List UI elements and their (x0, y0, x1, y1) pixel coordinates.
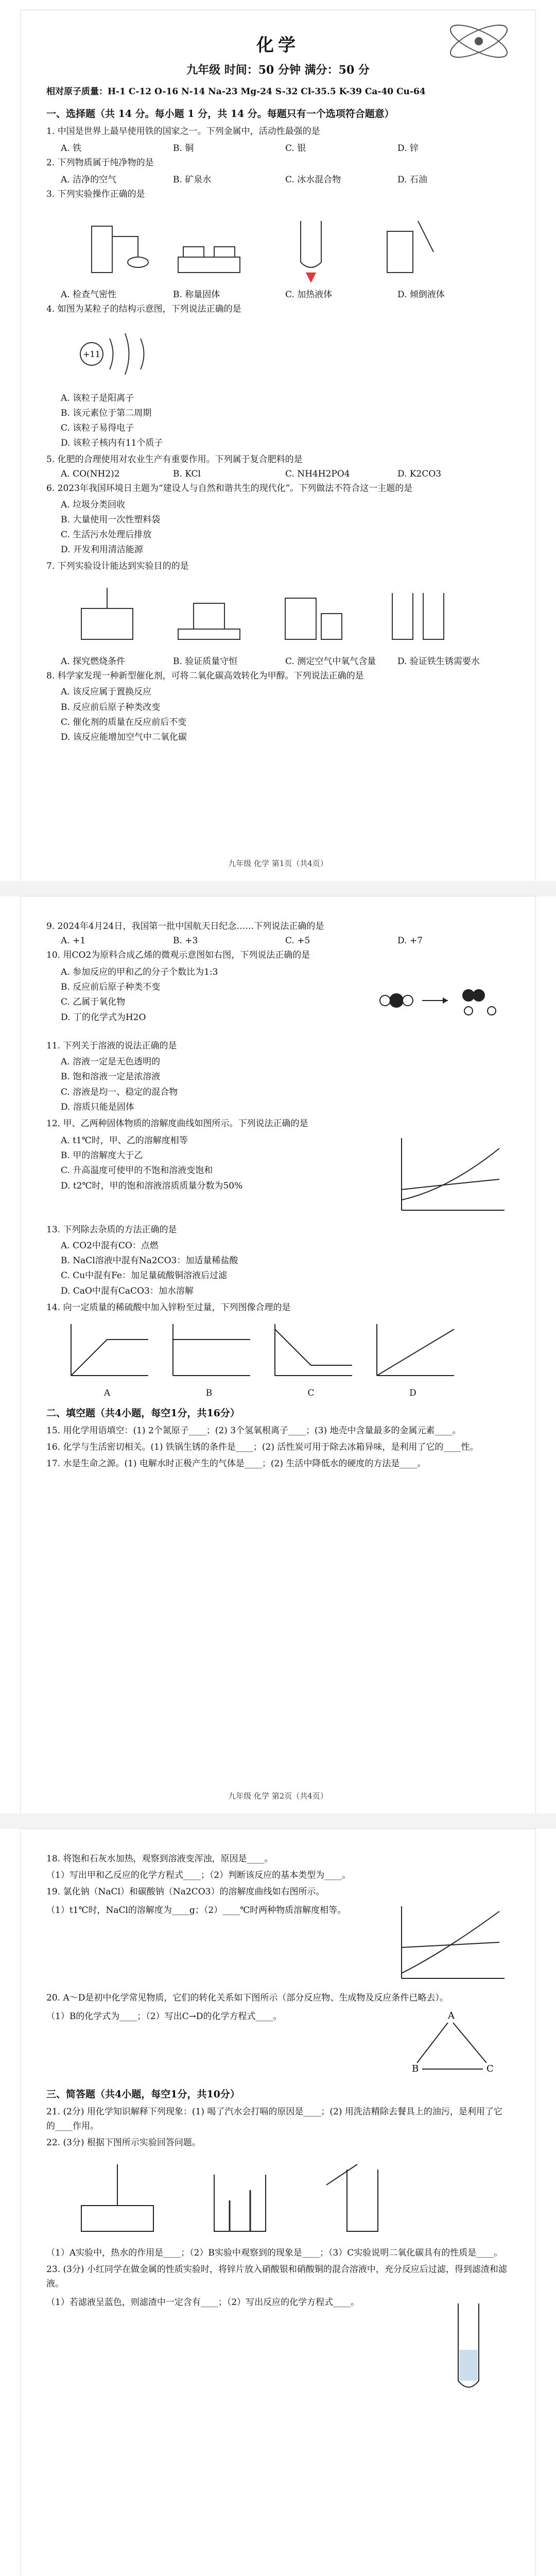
atom-structure-diagram (61, 320, 164, 387)
solubility-curve-figure (386, 1133, 510, 1221)
option: B. 反应前后原子种类不变 (61, 982, 161, 993)
option: C. 银 (285, 143, 306, 154)
options-3 (61, 287, 510, 300)
question-7: 7. 下列实验设计能达到实验目的的是 (46, 561, 189, 572)
option: B. 反应前后原子种类改变 (61, 702, 161, 713)
option: D. 开发利用清洁能源 (61, 545, 143, 555)
apparatus-figure (265, 206, 357, 283)
question-9: 9. 2024年4月24日，我国第一批中国航天日纪念……下列说法正确的是 (46, 921, 324, 931)
page-gap (0, 1814, 556, 1829)
option: C. NH4H2PO4 (285, 469, 350, 480)
question-6: 6. 2023年我国环境日主题为“建设人与自然和谐共生的现代化”。下列做法不符合这一主题的是 (46, 483, 413, 494)
option: B. 大量使用一次性塑料袋 (61, 514, 161, 525)
svg-text:B: B (412, 2063, 419, 2075)
question-22: 22. (3分) 根据下图所示实验回答问题。 (46, 2138, 201, 2148)
option: A. 铁 (61, 143, 82, 154)
svg-text:A: A (448, 2010, 455, 2022)
graph-option (265, 1319, 357, 1398)
option: D. 该粒子核内有11个质子 (61, 438, 163, 449)
option: D. +7 (397, 936, 423, 946)
option: D. 该反应能增加空气中二氧化碳 (61, 732, 187, 742)
exam-subtitle: 九年级 时间：50 分钟 满分：50 分 (186, 63, 370, 77)
option: C (307, 1387, 315, 1398)
question-5: 5. 化肥的合理使用对农业生产有重要作用。下列属于复合肥料的是 (46, 454, 303, 465)
option: B. NaCl溶液中混有Na2CO3：加适量稀盐酸 (61, 1256, 238, 1266)
option: D. t2℃时，甲的饱和溶液溶质质量分数为50% (61, 1180, 243, 1191)
option: A. 洁净的空气 (61, 174, 117, 185)
question-11: 11. 下列关于溶液的说法正确的是 (46, 1041, 177, 1052)
option: A. 该粒子是阳离子 (61, 393, 134, 403)
question-2: 2. 下列物质属于纯净物的是 (46, 157, 154, 168)
svg-text:+11: +11 (83, 349, 100, 359)
page-footer: 九年级 化学 第2页（共4页） (228, 1791, 328, 1801)
option: D (409, 1387, 416, 1398)
question-3: 3. 下列实验操作正确的是 (46, 189, 145, 199)
option: A. 参加反应的甲和乙的分子个数比为1:3 (61, 967, 218, 978)
question-23: 23. (3分) 小红同学在做金属的性质实验时，将锌片放入硝酸银和硝酸铜的混合溶液中，充分反应后过滤，得到滤渣和滤液。 (46, 2264, 507, 2290)
apparatus-figure (163, 578, 255, 650)
atom-diagram-row (61, 320, 510, 387)
atomic-masses: 相对原子质量：H-1 C-12 O-16 N-14 Na-23 Mg-24 S-32 Cl-35.5 K-39 Ca-40 Cu-64 (46, 87, 426, 97)
ribbon-decoration (443, 15, 515, 69)
graph-option (163, 1319, 255, 1398)
option: A. t1℃时，甲、乙的溶解度相等 (61, 1135, 188, 1146)
exam-title: 化学 (256, 35, 300, 56)
options-7 (61, 654, 510, 667)
question-20-parts: （1）B的化学式为____；（2）写出C→D的化学方程式____。 (46, 2011, 282, 2022)
option: D. 丁的化学式为H2O (61, 1012, 146, 1023)
option: A. 溶液一定是无色透明的 (61, 1057, 161, 1067)
question-4: 4. 如图为某粒子的结构示意图，下列说法正确的是 (46, 303, 241, 314)
option: B. 验证质量守恒 (173, 656, 238, 667)
apparatus-figure (367, 578, 459, 650)
exam-page-3 (21, 1829, 535, 2576)
apparatus-figure (61, 206, 153, 283)
question-8: 8. 科学家发现一种新型催化剂，可将二氧化碳高效转化为甲醇。下列说法正确的是 (46, 671, 364, 682)
question-22-parts: （1）A实验中，热水的作用是____；（2）B实验中观察到的现象是____；（3）C实验说明二氧化碳具有的性质是____。 (46, 2248, 503, 2259)
solubility-curve-figure (386, 1901, 510, 1989)
option: D. 石油 (397, 174, 427, 185)
option: C. 升高温度可使甲的不饱和溶液变饱和 (61, 1165, 213, 1176)
option: D. CaO中混有CaCO3：加水溶解 (61, 1285, 194, 1296)
graph-option (367, 1319, 459, 1398)
option: A. 垃圾分类回收 (61, 499, 126, 510)
question-21: 21. (2分) 用化学知识解释下列现象：(1) 喝了汽水会打嗝的原因是____；(2) 用洗洁精除去餐具上的油污，是利用了它的____作用。 (46, 2107, 502, 2132)
question-12: 12. 甲、乙两种固体物质的溶解度曲线如图所示。下列说法正确的是 (46, 1118, 308, 1129)
option: B. 称量固体 (173, 289, 220, 300)
section-heading: 二、填空题（共4小题，每空1分，共16分） (46, 1407, 240, 1419)
option: D. 验证铁生锈需要水 (397, 656, 480, 667)
page-footer: 九年级 化学 第1页（共4页） (228, 859, 328, 868)
option: C. 催化剂的质量在反应前后不变 (61, 717, 187, 727)
option: C. 加热液体 (285, 289, 333, 300)
lab-figures-q7 (61, 578, 510, 650)
option: B. 该元素位于第二周期 (61, 408, 152, 418)
option: D. 锌 (397, 143, 419, 154)
question-19: 19. 氯化钠（NaCl）和碳酸钠（Na2CO3）的溶解度曲线如右图所示。 (46, 1887, 325, 1897)
option: C. +5 (285, 936, 310, 946)
option: B. 饱和溶液一定是浓溶液 (61, 1072, 161, 1082)
question-17: 17. 水是生命之源。(1) 电解水时正极产生的气体是____；(2) 生活中降低水的硬度的方法是____。 (46, 1458, 426, 1469)
option: C. Cu中混有Fe：加足量硫酸铜溶液后过滤 (61, 1270, 228, 1281)
option: B. KCl (173, 469, 201, 480)
option: C. 测定空气中氧气含量 (285, 656, 376, 667)
question-23-parts: （1）若滤液呈蓝色，则滤渣中一定含有____；（2）写出反应的化学方程式____。 (46, 2297, 360, 2308)
option: D. 倾倒液体 (397, 289, 445, 300)
question-1: 1. 中国是世界上最早使用铁的国家之一。下列金属中，活动性最强的是 (46, 126, 320, 137)
apparatus-figure (367, 206, 459, 283)
svg-text:C: C (486, 2063, 494, 2075)
lab-figures-q22 (61, 2154, 510, 2242)
option: C. 冰水混合物 (285, 174, 341, 185)
option: D. K2CO3 (397, 469, 442, 480)
apparatus-figure (306, 2154, 419, 2242)
options-1 (61, 141, 510, 154)
graph-figure (163, 1319, 255, 1386)
lab-figures-q3 (61, 206, 510, 283)
section-heading: 一、选择题（共 14 分。每小题 1 分，共 14 分。每题只有一个选项符合题意） (46, 108, 394, 120)
option: B. 矿泉水 (173, 174, 212, 185)
graph-options-row (61, 1319, 510, 1398)
option: B (205, 1387, 213, 1398)
option: A (103, 1387, 111, 1398)
options-2 (61, 172, 510, 185)
question-18: 18. 将饱和石灰水加热，观察到溶液变浑浊，原因是____。 (46, 1854, 273, 1864)
question-18-parts: （1）写出甲和乙反应的化学方程式____；（2）判断该反应的基本类型为____。 (46, 1870, 351, 1881)
apparatus-figure (183, 2154, 297, 2242)
option: C. 溶液是均一、稳定的混合物 (61, 1087, 178, 1097)
option: C. 生活污水处理后排放 (61, 529, 152, 540)
graph-figure (367, 1319, 459, 1386)
question-10: 10. 用CO2为原料合成乙烯的微观示意图如右图，下列说法正确的是 (46, 950, 310, 961)
option: A. CO(NH2)2 (61, 469, 120, 480)
question-16: 16. 化学与生活密切相关。(1) 铁锅生锈的条件是____；(2) 活性炭可用于除去冰箱异味，是利用了它的____性。 (46, 1442, 479, 1452)
option: C. 该粒子易得电子 (61, 423, 134, 434)
question-20: 20. A～D是初中化学常见物质，它们的转化关系如下图所示（部分反应物、生成物及反应条件已略去）。 (46, 1993, 448, 2004)
test-tube-figure (427, 2293, 510, 2396)
graph-option (61, 1319, 153, 1398)
option: C. 乙属于氧化物 (61, 997, 126, 1008)
exam-page-1 (21, 10, 535, 881)
option: B. 甲的溶解度大于乙 (61, 1150, 143, 1161)
question-15: 15. 用化学用语填空：(1) 2个氮原子____；(2) 3个氢氧根离子____；(3) 地壳中含量最多的金属元素____。 (46, 1425, 461, 1436)
option: A. 检查气密性 (61, 289, 117, 300)
option: B. 铜 (173, 143, 194, 154)
options-9 (61, 936, 510, 946)
option: A. +1 (61, 936, 86, 946)
exam-page-2 (21, 896, 535, 1814)
molecule-reaction-diagram (376, 964, 510, 1037)
section-heading: 三、简答题（共4小题，每空1分，共10分） (46, 2089, 240, 2100)
graph-figure (265, 1319, 357, 1386)
question-13: 13. 下列除去杂质的方法正确的是 (46, 1224, 177, 1235)
apparatus-figure (265, 578, 357, 650)
transformation-diagram (396, 2007, 510, 2079)
apparatus-figure (61, 2154, 174, 2242)
option: D. 溶质只能是固体 (61, 1101, 134, 1112)
apparatus-figure (163, 206, 255, 283)
apparatus-figure (61, 578, 153, 650)
option: A. 该反应属于置换反应 (61, 687, 152, 698)
page-gap (0, 881, 556, 896)
question-19-parts: （1）t1℃时，NaCl的溶解度为____g；（2）____℃时两种物质溶解度相等。 (46, 1905, 346, 1916)
option: A. 探究燃烧条件 (61, 656, 126, 667)
option: B. +3 (173, 936, 198, 946)
options-5 (61, 469, 510, 479)
graph-figure (61, 1319, 153, 1386)
question-14: 14. 向一定质量的稀硫酸中加入锌粉至过量，下列图像合理的是 (46, 1302, 291, 1313)
option: A. CO2中混有CO：点燃 (61, 1240, 159, 1251)
